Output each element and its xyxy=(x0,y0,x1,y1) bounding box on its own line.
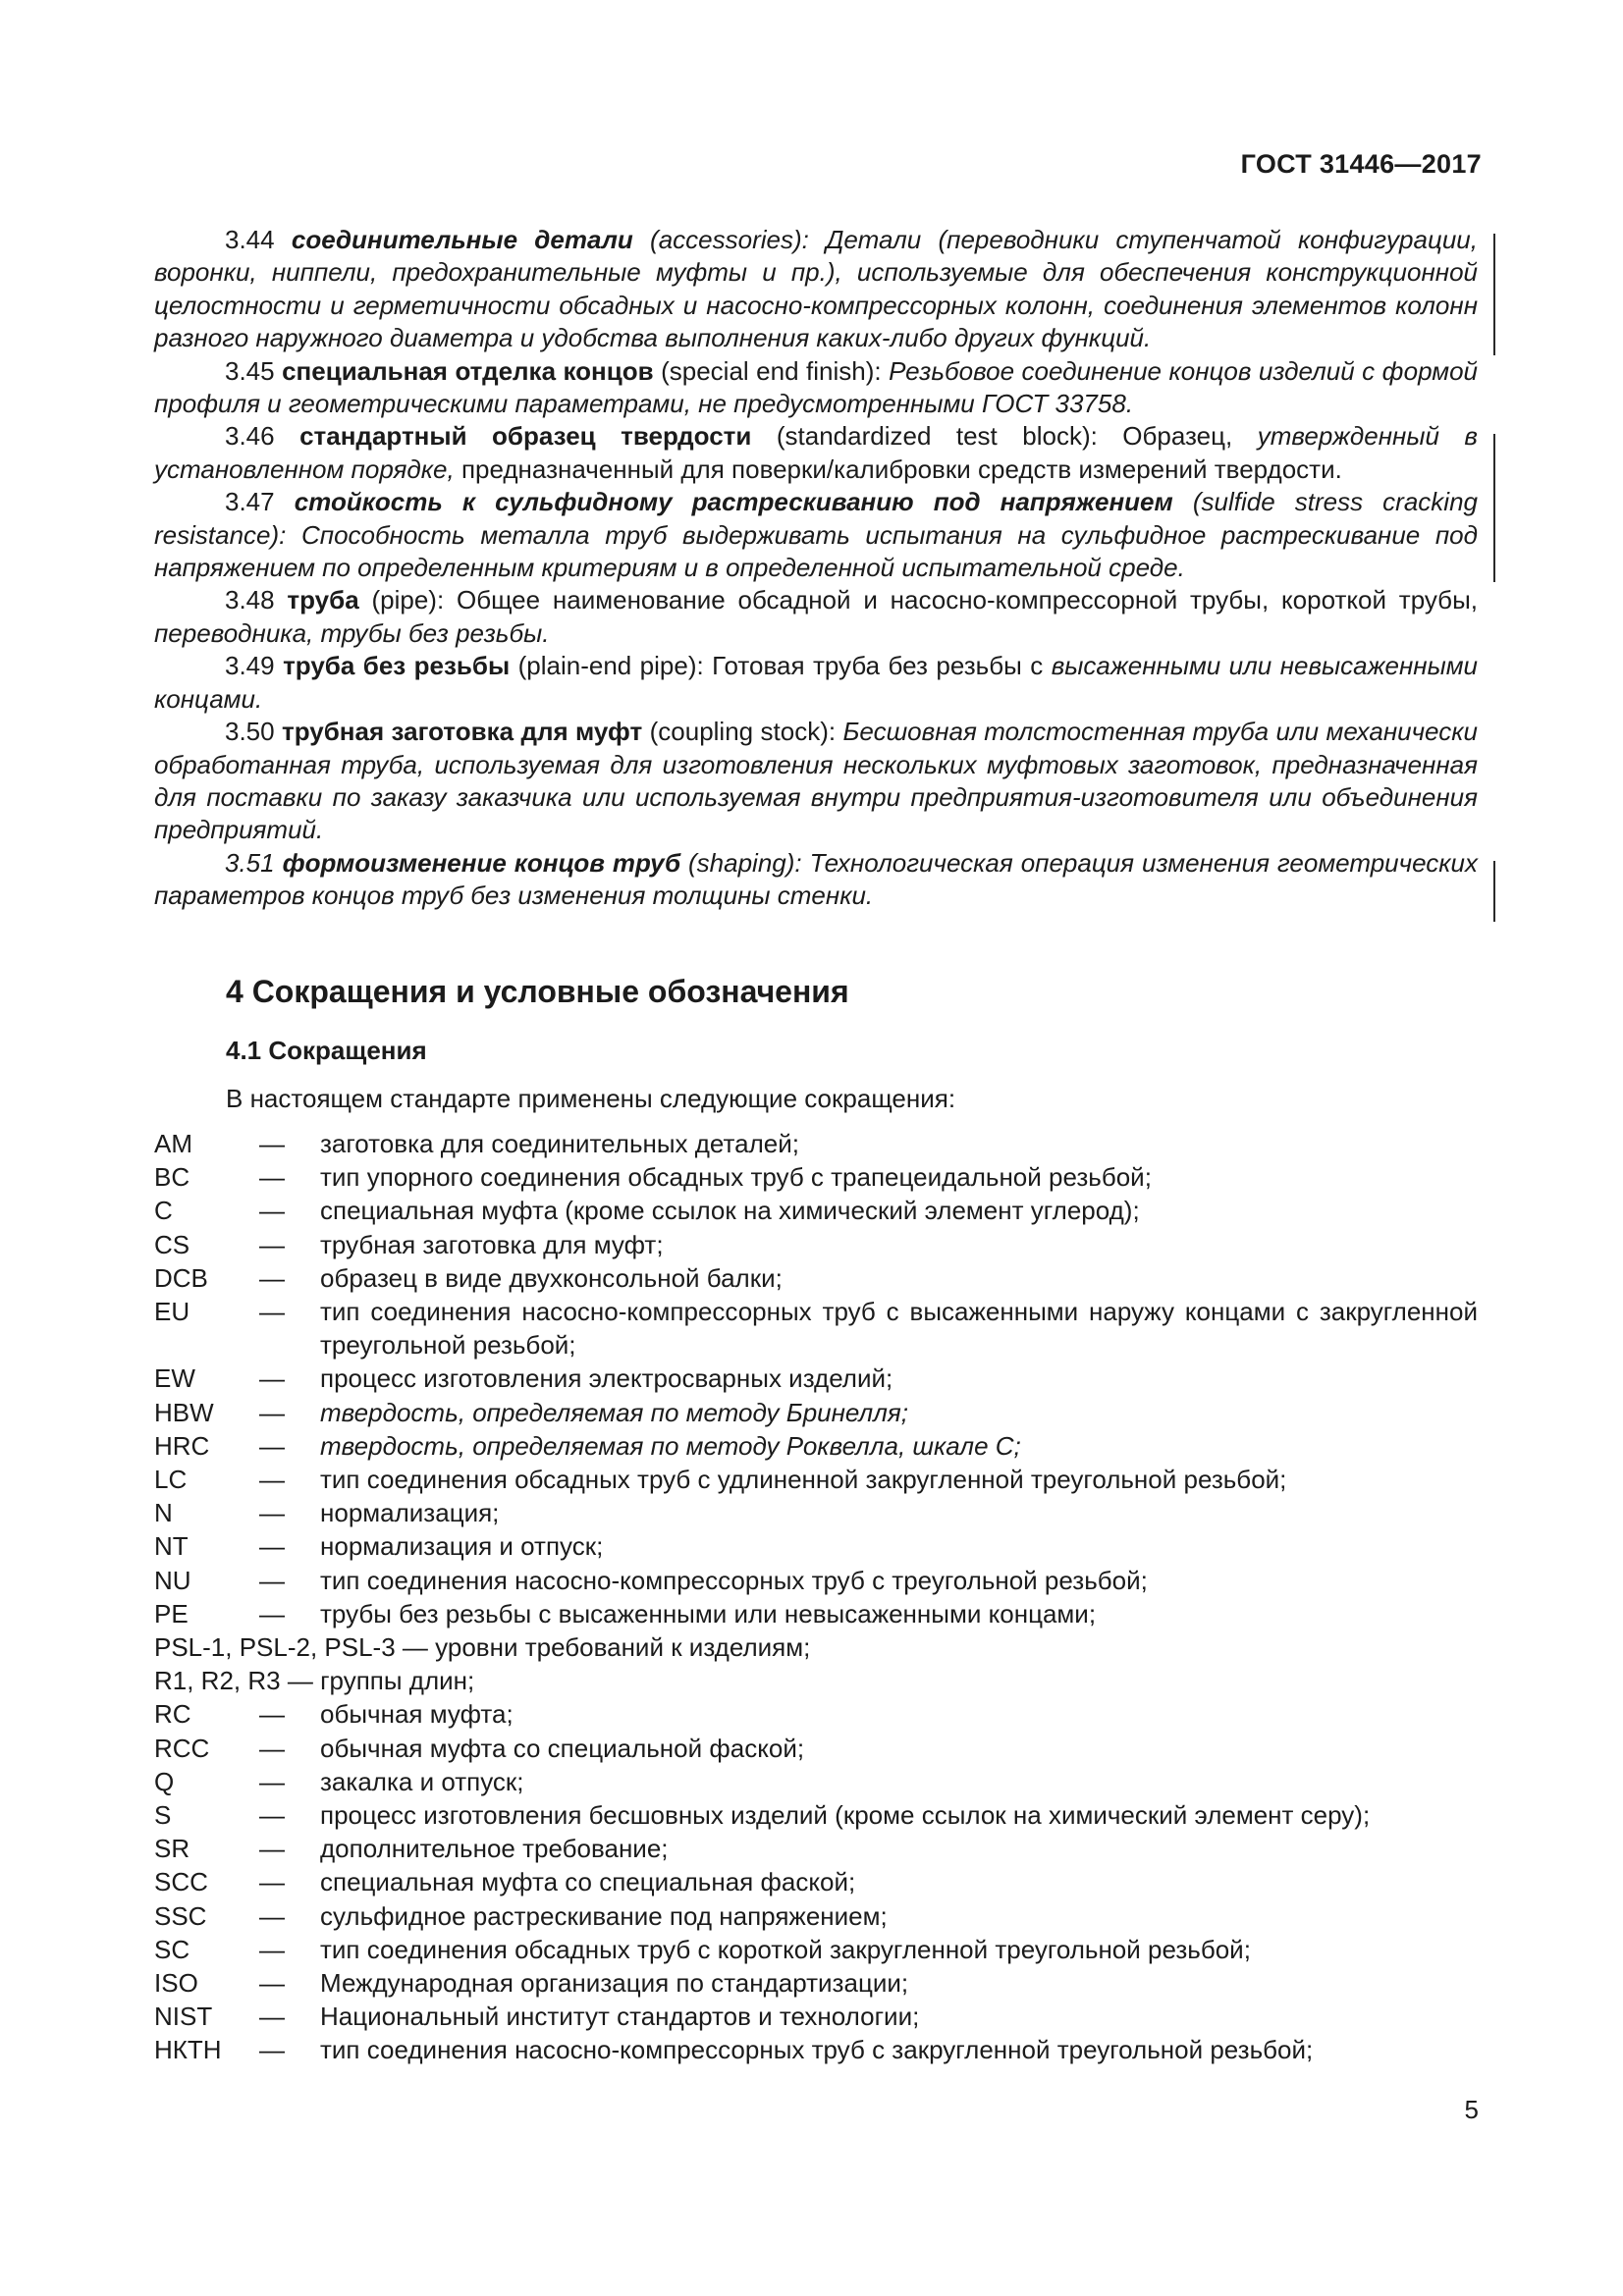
dash: — xyxy=(259,1900,285,1931)
abbreviation-code: S xyxy=(154,1800,172,1831)
abbreviation-code: RC xyxy=(154,1699,191,1730)
abbreviation-row xyxy=(154,1664,1478,1697)
term-3-49 xyxy=(154,650,1478,716)
abbreviation-code: EU xyxy=(154,1297,190,1327)
term-name: формоизменение концов труб xyxy=(282,847,681,878)
dash: — xyxy=(259,1699,285,1730)
abbreviation-code: HBW xyxy=(154,1397,214,1427)
abbreviation-definition: специальная муфта (кроме ссылок на химический элемент углерод); xyxy=(320,1196,1140,1226)
dash: — xyxy=(259,1465,285,1495)
abbreviation-code: SSC xyxy=(154,1900,207,1931)
abbreviation-code: AM xyxy=(154,1129,192,1158)
dash: — xyxy=(259,1531,285,1562)
term-definition: Резьбовое соединение концов изделий с формой профиля и геометрическими параметрами, не предусмотренными ГОСТ 33758. xyxy=(154,355,1479,419)
term-number: 3.51 xyxy=(225,847,275,878)
abbreviation-row xyxy=(154,1832,1478,1865)
dash: — xyxy=(402,1632,428,1663)
abbreviation-row xyxy=(154,2033,1478,2066)
dash: — xyxy=(259,1229,285,1259)
abbreviation-code: LC xyxy=(154,1465,188,1495)
abbreviation-code: DCB xyxy=(154,1262,208,1293)
term-english: (pipe): xyxy=(371,585,445,615)
abbreviation-definition: твердость, определяемая по методу Роквелла, шкале С; xyxy=(320,1430,1021,1461)
abbreviation-definition: сульфидное растрескивание под напряжением; xyxy=(320,1900,888,1931)
abbreviation-definition: процесс изготовления электросварных изделий; xyxy=(320,1363,893,1394)
abbreviation-definition: образец в виде двухконсольной балки; xyxy=(320,1262,783,1293)
subsection-title: 4.1 Сокращения xyxy=(226,1036,427,1065)
abbreviation-row xyxy=(154,1933,1478,1966)
section-intro: В настоящем стандарте применены следующие сокращения: xyxy=(226,1084,956,1113)
abbreviation-code: CS xyxy=(154,1229,190,1259)
abbreviation-list xyxy=(154,1127,1478,2067)
abbreviation-code: SCC xyxy=(154,1867,208,1897)
term-name: труба без резьбы xyxy=(283,651,511,681)
term-definition-part: высаженными или невысаженными концами. xyxy=(154,651,1479,714)
abbreviation-definition: обычная муфта со специальной фаской; xyxy=(320,1733,805,1763)
abbreviation-row xyxy=(154,1396,1478,1429)
term-english: (shaping): xyxy=(688,847,802,878)
abbreviation-definition: обычная муфта; xyxy=(320,1699,514,1730)
abbreviation-row xyxy=(154,1160,1478,1194)
abbreviation-code: НКТН xyxy=(154,2035,222,2065)
abbreviation-definition: тип соединения обсадных труб с короткой закругленной треугольной резьбой; xyxy=(320,1934,1251,1964)
abbreviation-definition: трубы без резьбы с высаженными или невысаженными концами; xyxy=(320,1598,1097,1629)
abbreviation-definition: тип соединения насосно-компрессорных труб с треугольной резьбой; xyxy=(320,1565,1148,1595)
term-name: труба xyxy=(287,585,359,615)
dash: — xyxy=(259,1598,285,1629)
abbreviation-code: NU xyxy=(154,1565,191,1595)
abbreviation-row xyxy=(154,1295,1478,1362)
abbreviation-code: N xyxy=(154,1498,173,1528)
abbreviation-code: PE xyxy=(154,1598,189,1629)
abbreviation-row xyxy=(154,1564,1478,1597)
abbreviation-code: ISO xyxy=(154,1968,198,1999)
term-number: 3.50 xyxy=(225,717,275,747)
abbreviation-row xyxy=(154,1463,1478,1496)
term-definition-part: Готовая труба без резьбы с xyxy=(712,651,1044,681)
abbreviation-definition: тип соединения насосно-компрессорных труб с закругленной треугольной резьбой; xyxy=(320,2035,1314,2065)
abbreviation-row xyxy=(154,1765,1478,1798)
abbreviation-definition: уровни требований к изделиям; xyxy=(435,1632,811,1663)
abbreviation-definition: твердость, определяемая по методу Бринелля; xyxy=(320,1397,908,1427)
abbreviation-definition: заготовка для соединительных деталей; xyxy=(320,1129,799,1158)
abbreviation-code: Q xyxy=(154,1766,175,1796)
term-3-47 xyxy=(154,486,1478,584)
page-number: 5 xyxy=(1464,2095,1479,2124)
term-name: специальная отделка концов xyxy=(282,355,654,386)
abbreviation-definition: процесс изготовления бесшовных изделий (кроме ссылок на химический элемент серу); xyxy=(320,1800,1371,1831)
abbreviation-row xyxy=(154,1597,1478,1630)
dash: — xyxy=(259,1129,285,1158)
abbreviation-code: NT xyxy=(154,1531,189,1562)
abbreviation-row xyxy=(154,1966,1478,2000)
term-number: 3.44 xyxy=(225,225,275,254)
dash: — xyxy=(259,1733,285,1763)
abbreviation-definition: закалка и отпуск; xyxy=(320,1766,524,1796)
abbreviation-code: RCC xyxy=(154,1733,210,1763)
term-number: 3.46 xyxy=(225,421,275,452)
abbreviation-definition: нормализация; xyxy=(320,1498,500,1528)
dash: — xyxy=(259,1834,285,1864)
abbreviation-row xyxy=(154,1732,1478,1765)
abbreviation-definition: специальная муфта со специальная фаской; xyxy=(320,1867,856,1897)
abbreviation-row xyxy=(154,1697,1478,1731)
dash: — xyxy=(259,2002,285,2032)
term-definition: Детали (переводники ступенчатой конфигурации, воронки, ниппели, предохранительные муфты и пр.), используемые для обеспечения конструкционной целостности и герметичности обсадных и насосно-компрессорных колонн, соединения элементов колонн разного наружного диаметра и удобства выполнения каких-либо других функций. xyxy=(154,225,1478,353)
abbreviation-code: R1, R2, R3 xyxy=(154,1666,281,1696)
abbreviation-definition: тип соединения обсадных труб с удлиненной закругленной треугольной резьбой; xyxy=(320,1465,1287,1495)
term-name: трубная заготовка для муфт xyxy=(282,717,643,747)
term-name: стандартный образец твердости xyxy=(299,421,752,452)
abbreviation-code: EW xyxy=(154,1363,195,1394)
term-name: соединительные детали xyxy=(291,225,633,254)
term-definition-part: Общее наименование обсадной и насосно-компрессорной трубы, короткой трубы, xyxy=(456,585,1478,615)
abbreviation-definition: тип упорного соединения обсадных труб с трапецеидальной резьбой; xyxy=(320,1162,1152,1193)
abbreviation-definition: тип соединения насосно-компрессорных труб с высаженными наружу концами с закругленной треугольной резьбой; xyxy=(320,1297,1478,1361)
abbreviation-definition: трубная заготовка для муфт; xyxy=(320,1229,664,1259)
term-english: (standardized test block): xyxy=(776,421,1098,452)
term-definition: Способность металла труб выдерживать испытания на сульфидное растрескивание под напряжением по определенным критериям и в определенной испытательной среде. xyxy=(154,519,1478,583)
dash: — xyxy=(259,1297,285,1327)
term-number: 3.45 xyxy=(225,355,275,386)
abbreviation-row xyxy=(154,1529,1478,1563)
dash: — xyxy=(259,1800,285,1831)
abbreviation-row xyxy=(154,1429,1478,1463)
abbreviation-row xyxy=(154,1362,1478,1395)
abbreviation-row xyxy=(154,1496,1478,1529)
dash: — xyxy=(259,1498,285,1528)
abbreviation-row xyxy=(154,1798,1478,1832)
term-english: (coupling stock): xyxy=(649,717,837,747)
term-number: 3.49 xyxy=(225,651,275,681)
change-bar xyxy=(1493,861,1495,922)
section-title: 4 Сокращения и условные обозначения xyxy=(226,974,849,1009)
abbreviation-row xyxy=(154,1865,1478,1898)
abbreviation-definition: нормализация и отпуск; xyxy=(320,1531,604,1562)
abbreviation-code: BC xyxy=(154,1162,190,1193)
term-3-46 xyxy=(154,420,1478,486)
term-definition-part: предназначенный для поверки/калибровки средств измерений твердости. xyxy=(460,454,1342,484)
term-name: стойкость к сульфидному растрескиванию под напряжением xyxy=(294,487,1173,517)
dash: — xyxy=(259,2035,285,2065)
dash: — xyxy=(259,1565,285,1595)
term-3-44 xyxy=(154,224,1478,355)
dash: — xyxy=(259,1968,285,1999)
abbreviation-row xyxy=(154,1194,1478,1227)
term-definition-part: переводника, трубы без резьбы. xyxy=(154,617,550,648)
term-number: 3.48 xyxy=(225,585,275,615)
dash: — xyxy=(259,1162,285,1193)
dash: — xyxy=(259,1766,285,1796)
dash: — xyxy=(259,1262,285,1293)
term-definition-part: Образец, xyxy=(1122,421,1233,452)
abbreviation-definition: Международная организация по стандартизации; xyxy=(320,1968,909,1999)
abbreviation-definition: Национальный институт стандартов и технологии; xyxy=(320,2002,920,2032)
term-definition: Технологическая операция изменения геометрических параметров концов труб без изменения толщины стенки. xyxy=(154,847,1478,911)
abbreviation-row xyxy=(154,2000,1478,2033)
abbreviation-definition: группы длин; xyxy=(320,1666,475,1696)
term-english: (accessories): xyxy=(650,225,809,254)
term-3-48 xyxy=(154,584,1478,650)
abbreviation-code: SR xyxy=(154,1834,190,1864)
term-definition: Бесшовная толстостенная труба или механически обработанная труба, используемая для изготовления нескольких муфтовых заготовок, предназначенная для поставки по заказу заказчика или используемая внутри предприятия-изготовителя или объединения предприятий. xyxy=(154,717,1478,845)
abbreviation-code: PSL-1, PSL-2, PSL-3 xyxy=(154,1632,396,1663)
abbreviation-row xyxy=(154,1228,1478,1261)
dash: — xyxy=(259,1196,285,1226)
change-bar xyxy=(1493,234,1495,355)
abbreviation-code: HRC xyxy=(154,1430,210,1461)
terms-section xyxy=(154,224,1478,913)
term-english: (sulfide stress cracking resistance): xyxy=(154,487,1478,550)
term-number: 3.47 xyxy=(225,487,275,517)
dash: — xyxy=(259,1397,285,1427)
term-english: (special end finish): xyxy=(661,355,882,386)
term-english: (plain-end pipe): xyxy=(517,651,704,681)
abbreviation-row xyxy=(154,1127,1478,1160)
abbreviation-code: C xyxy=(154,1196,173,1226)
abbreviation-row xyxy=(154,1261,1478,1295)
abbreviation-code: NIST xyxy=(154,2002,213,2032)
dash: — xyxy=(287,1666,313,1696)
document-code-header: ГОСТ 31446—2017 xyxy=(1240,149,1482,179)
abbreviation-code: SC xyxy=(154,1934,190,1964)
dash: — xyxy=(259,1363,285,1394)
abbreviation-definition: дополнительное требование; xyxy=(320,1834,669,1864)
term-definition-part: утвержденный в установленном порядке, xyxy=(154,421,1478,484)
dash: — xyxy=(259,1934,285,1964)
term-3-51 xyxy=(154,847,1478,913)
abbreviation-row xyxy=(154,1630,1478,1664)
abbreviation-row xyxy=(154,1899,1478,1933)
term-3-50 xyxy=(154,716,1478,847)
term-3-45 xyxy=(154,355,1478,421)
dash: — xyxy=(259,1867,285,1897)
change-bar xyxy=(1493,434,1495,582)
dash: — xyxy=(259,1430,285,1461)
